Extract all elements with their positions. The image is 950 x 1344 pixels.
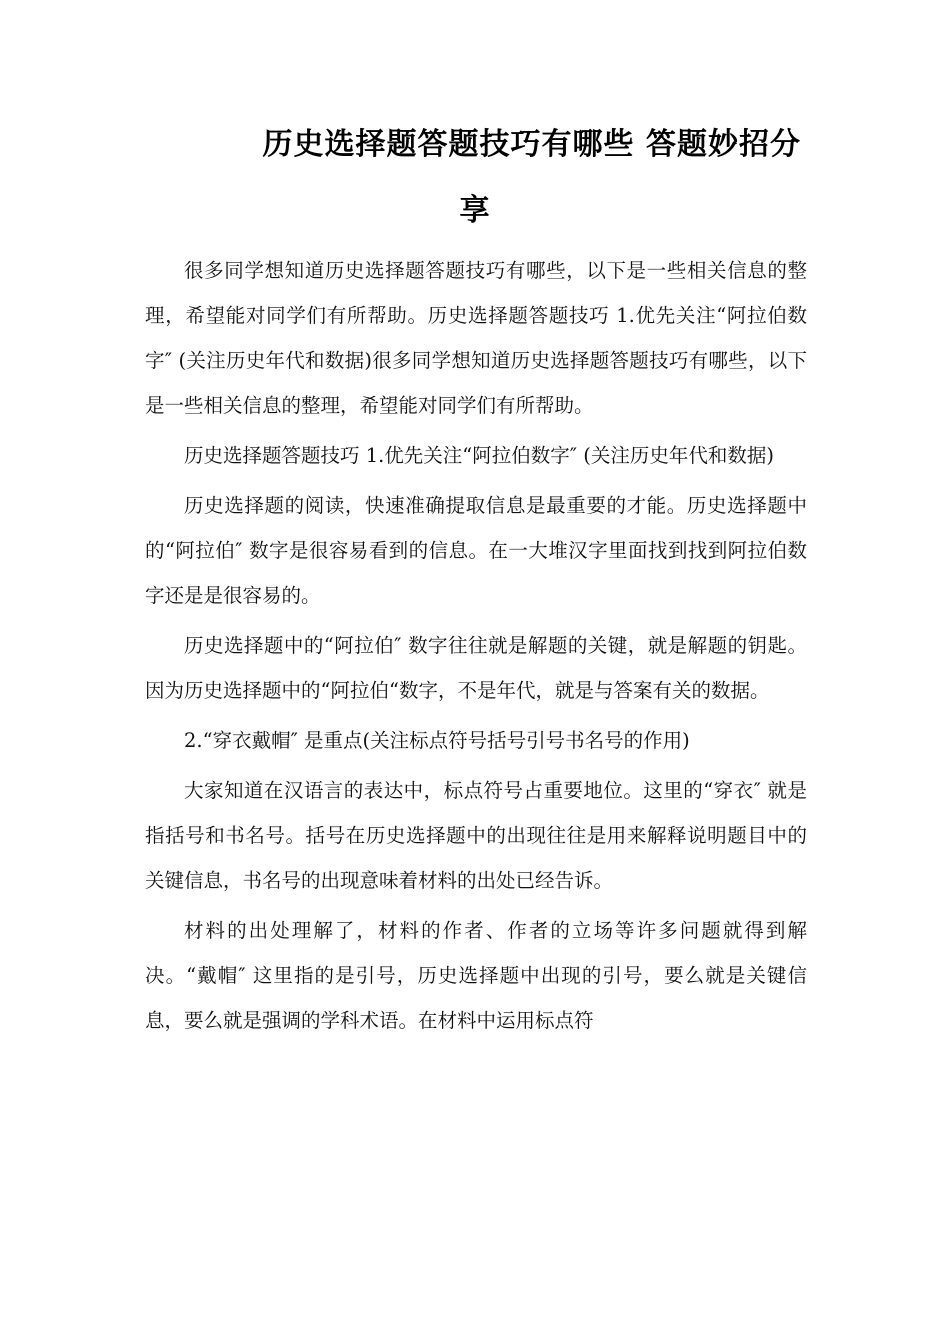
- document-title: [145, 112, 805, 244]
- paragraph-3: 历史选择题的阅读，快速准确提取信息是最重要的才能。历史选择题中的“阿拉伯″ 数字是很容易看到的信息。在一大堆汉字里面找到找到阿拉伯数字还是是很容易的。: [145, 494, 807, 607]
- title-line-1: 历史选择题答题技巧有哪些 答题妙招分: [262, 127, 801, 162]
- paragraph-7: 材料的出处理解了，材料的作者、作者的立场等许多问题就得到解决。“戴帽″ 这里指的是引号，历史选择题中出现的引号，要么就是关键信息，要么就是强调的学科术语。在材料中运用标点符: [145, 919, 807, 1032]
- paragraph-4: 历史选择题中的“阿拉伯″ 数字往往就是解题的关键，就是解题的钥匙。因为历史选择题中的“阿拉伯“数字，不是年代，就是与答案有关的数据。: [145, 634, 807, 702]
- document-body: [145, 248, 807, 1048]
- paragraph-2: 历史选择题答题技巧 1.优先关注“阿拉伯数字″ (关注历史年代和数据): [184, 444, 774, 467]
- title-line-2: 享: [459, 193, 491, 228]
- paragraph-1: 很多同学想知道历史选择题答题技巧有哪些，以下是一些相关信息的整理，希望能对同学们有所帮助。历史选择题答题技巧 1.优先关注“阿拉伯数字″ (关注历史年代和数据)很多同学想知道历史选择题答题技巧有哪些，以下是一些相关信息的整理，希望能对同学们有所帮助。: [145, 259, 807, 417]
- paragraph-5: 2.“穿衣戴帽″ 是重点(关注标点符号括号引号书名号的作用): [184, 729, 690, 752]
- paragraph-6: 大家知道在汉语言的表达中，标点符号占重要地位。这里的“穿衣″ 就是指括号和书名号。括号在历史选择题中的出现往往是用来解释说明题目中的关键信息，书名号的出现意味着材料的出处已经告诉。: [145, 779, 807, 892]
